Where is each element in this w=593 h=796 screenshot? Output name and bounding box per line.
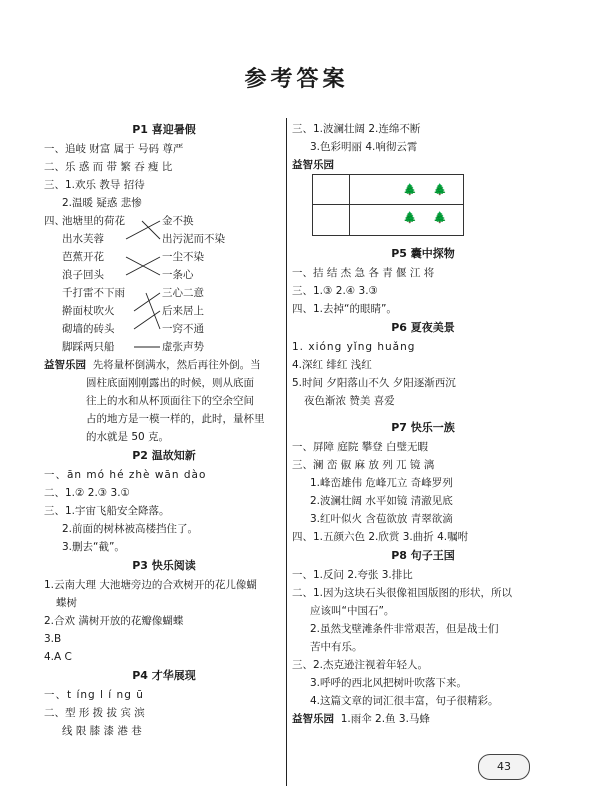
match-right-item: 一窍不通 [162, 323, 204, 335]
answer-line: 4.深红 绯红 浅红 [292, 359, 372, 371]
matching-lines [44, 212, 284, 356]
answer-line: 三、1.欢乐 教导 招待 [44, 179, 145, 191]
tree-icon: 🌲 [433, 183, 447, 196]
puzzle-text: 往上的水和从杯顶面往下的空余空间 [86, 395, 254, 407]
yizhi-label: 益智乐园 [292, 159, 334, 171]
match-left-item: 浪子回头 [62, 269, 104, 281]
tree-pattern-answer-figure [312, 174, 464, 236]
answer-line: 三、1.波澜壮阔 2.连绵不断 [292, 123, 421, 135]
answer-line: 3.呼呼的西北风把树叶吹落下来。 [310, 677, 468, 689]
match-left-item: 千打雷不下雨 [62, 287, 125, 299]
answer-line: 一、屏障 庭院 攀登 白璧无暇 [292, 441, 429, 453]
answer-line: 蝶树 [56, 597, 77, 609]
match-right-item: 后来居上 [162, 305, 204, 317]
answer-line: 应该叫“中国石”。 [310, 605, 395, 617]
answer-line: 线 限 膝 漆 港 巷 [62, 725, 142, 737]
match-right-item: 一条心 [162, 269, 194, 281]
match-line [142, 221, 160, 239]
match-right-item: 出污泥而不染 [162, 233, 225, 245]
section-title-p1: P1 喜迎暑假 [132, 123, 196, 136]
answer-line: 2.合欢 满树开放的花瓣像蝴蝶 [44, 615, 184, 627]
answer-line: 一、ān mó hé zhè wān dào [44, 469, 207, 481]
answer-line: 2.波澜壮阔 水平如镜 清澈见底 [310, 495, 453, 507]
answer-line: 苦中有乐。 [310, 641, 363, 653]
answer-line: 一、1.反问 2.夸张 3.排比 [292, 569, 413, 581]
match-right-item: 一尘不染 [162, 251, 204, 263]
answer-line: 2.温暖 疑惑 悲惨 [62, 197, 142, 209]
match-line [146, 293, 160, 329]
section-title-p4: P4 才华展现 [132, 669, 196, 682]
section-title-p6: P6 夏夜美景 [391, 321, 455, 334]
tree-icon: 🌲 [403, 183, 417, 196]
page-title: 参考答案 [244, 67, 349, 92]
page-number: 43 [478, 754, 530, 780]
column-divider [286, 118, 287, 786]
answer-line: 4.A C [44, 651, 72, 663]
answer-line: 一、追岐 财富 属于 号码 尊严 [44, 143, 184, 155]
answer-line [292, 710, 554, 728]
match-left-item: 芭蕉开花 [62, 251, 104, 263]
answer-line: 一、t íng l í ng ū [44, 689, 144, 701]
section-title-p5: P5 囊中探物 [391, 247, 455, 260]
puzzle-text: 先将量杯倒满水，然后再往外倒。当 [92, 359, 261, 371]
answer-line: 4.这篇文章的词汇很丰富，句子很精彩。 [310, 695, 499, 707]
answer-line: 2.虽然戈壁滩条件非常艰苦，但是战士们 [310, 623, 499, 635]
match-right-item: 虚张声势 [162, 341, 204, 353]
puzzle-answer-line [44, 356, 284, 374]
answer-line: 3.色彩明丽 4.响彻云霄 [310, 141, 418, 153]
answer-line: 2.前面的树林被高楼挡住了。 [62, 523, 199, 535]
answer-line: 1.云南大理 大池塘旁边的合欢树开的花儿像蝴 [44, 579, 257, 591]
match-left-item: 池塘里的荷花 [62, 215, 125, 227]
answer-line: 夜色渐浓 赞美 喜爱 [304, 395, 395, 407]
match-left-item: 出水芙蓉 [62, 233, 104, 245]
match-line [126, 221, 160, 239]
item-number: 四、 [44, 215, 65, 227]
yizhi-label: 益智乐园 [292, 713, 334, 725]
left-column [44, 120, 284, 740]
answer-line: 5.时间 夕阳落山不久 夕阳逐渐西沉 [292, 377, 456, 389]
match-right-item: 金不换 [162, 215, 194, 227]
answer-line: 1.峰峦雄伟 危峰兀立 奇峰罗列 [310, 477, 453, 489]
right-column [292, 120, 554, 728]
match-left-item: 砌墙的砖头 [62, 323, 115, 335]
matching-exercise [44, 212, 284, 356]
tree-icon: 🌲 [433, 211, 447, 224]
match-right-item: 三心二意 [162, 287, 204, 299]
match-left-item: 脚踩两只船 [62, 341, 115, 353]
answer-line: 1. xióng yǐng huǎng [292, 341, 416, 353]
answer-line: 三、1.③ 2.④ 3.③ [292, 285, 378, 297]
match-left-item: 擀面杖吹火 [62, 305, 115, 317]
section-title-p7: P7 快乐一族 [391, 421, 455, 434]
answer-line: 二、1.② 2.③ 3.① [44, 487, 130, 499]
answer-line: 四、1.去掉“的眼睛”。 [292, 303, 397, 315]
section-title-p3: P3 快乐阅读 [132, 559, 196, 572]
answer-line: 三、2.杰克逊注视着年轻人。 [292, 659, 429, 671]
answer-line: 三、1.宇宙飞船安全降落。 [44, 505, 170, 517]
section-title-p8: P8 句子王国 [391, 549, 455, 562]
puzzle-text: 1.雨伞 2.鱼 3.马蜂 [340, 713, 430, 725]
puzzle-text: 的水就是 50 克。 [86, 431, 170, 443]
puzzle-text: 圆柱底面刚刚露出的时候，则从底面 [86, 377, 254, 389]
answer-line: 四、1.五颜六色 2.欣赏 3.曲折 4.嘱咐 [292, 531, 469, 543]
yizhi-label: 益智乐园 [44, 359, 86, 371]
answer-line: 3.红叶似火 含苞欲放 青翠欲滴 [310, 513, 453, 525]
answer-line: 3.B [44, 633, 62, 645]
section-title-p2: P2 温故知新 [132, 449, 196, 462]
answer-line: 一、拮 结 杰 急 各 青 偃 江 将 [292, 267, 435, 279]
puzzle-text: 占的地方是一模一样的，此时，量杯里 [86, 413, 265, 425]
answer-line: 二、1.因为这块石头很像祖国版图的形状，所以 [292, 587, 513, 599]
answer-line: 二、型 形 拨 拔 宾 滨 [44, 707, 145, 719]
tree-icon: 🌲 [403, 211, 417, 224]
answer-line: 三、澜 峦 俶 麻 放 列 兀 镜 漓 [292, 459, 435, 471]
answer-line: 二、乐 惑 而 带 繁 吞 瘦 比 [44, 161, 173, 173]
answer-line: 3.删去“截”。 [62, 541, 125, 553]
